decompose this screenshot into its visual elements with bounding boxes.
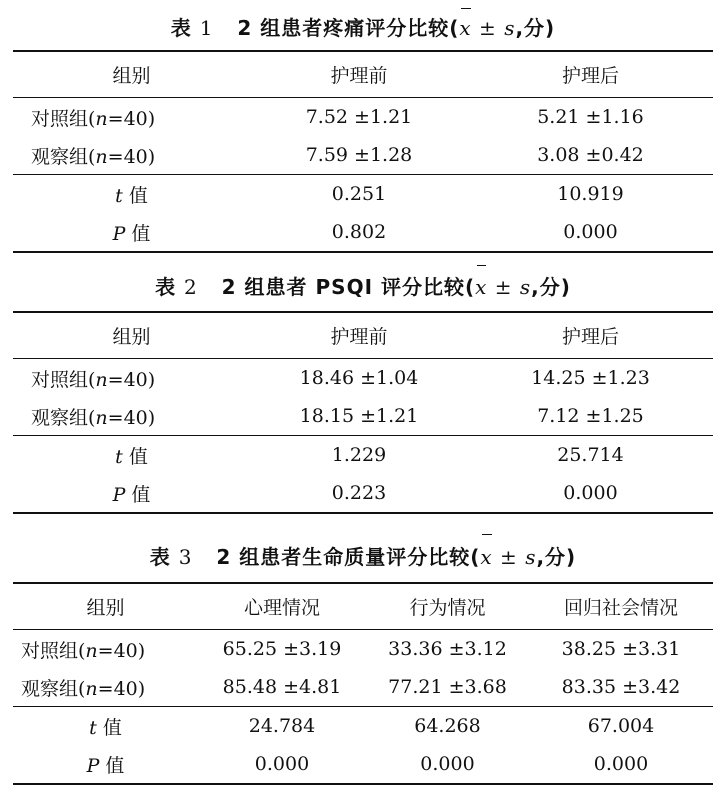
table-caption: 2 组患者 PSQI 评分比较( (221, 275, 476, 299)
plus-minus-symbol: ± (492, 545, 526, 569)
table-cell: 1.229 (250, 436, 468, 475)
column-header: 行为情况 (366, 583, 529, 630)
table-row (13, 98, 713, 137)
row-label: t 值 (13, 436, 250, 475)
mean-symbol: x (459, 6, 471, 50)
table-cell: 38.25 ±3.31 (561, 638, 681, 660)
table-unit: ,分) (536, 545, 577, 569)
table-header-row (13, 583, 713, 630)
table-header-row (13, 312, 713, 359)
table-label: 表 (155, 275, 177, 299)
table-2 (13, 311, 713, 514)
table-row (13, 359, 713, 398)
table-3-block (13, 532, 713, 785)
table-cell: 14.25 ±1.23 (531, 367, 650, 389)
table-3-title (13, 532, 713, 582)
table-cell: 85.48 ±4.81 (222, 676, 342, 698)
table-2-title (13, 263, 713, 311)
table-cell: 0.223 (250, 474, 468, 513)
plus-minus-symbol: ± (487, 275, 520, 299)
table-cell: 10.919 (468, 175, 713, 214)
table-cell: 7.12 ±1.25 (537, 405, 644, 427)
table-caption: 2 组患者疼痛评分比较( (237, 16, 460, 40)
table-1 (13, 50, 713, 253)
column-header: 护理后 (468, 312, 713, 359)
table-cell: 0.000 (366, 745, 529, 784)
table-unit: ,分) (531, 275, 571, 299)
table-row (13, 436, 713, 475)
table-cell: 25.714 (468, 436, 713, 475)
table-label: 表 (170, 16, 192, 40)
table-cell: 65.25 ±3.19 (222, 638, 342, 660)
mean-symbol: x (480, 532, 492, 582)
table-row (13, 213, 713, 252)
column-header: 组别 (13, 51, 250, 98)
table-number: 2 (184, 275, 198, 299)
table-row (13, 474, 713, 513)
table-cell: 3.08 ±0.42 (537, 144, 644, 166)
sd-symbol: s (525, 545, 537, 569)
table-cell: 7.59 ±1.28 (305, 144, 413, 166)
column-header: 心理情况 (198, 583, 366, 630)
table-row (13, 707, 713, 746)
column-header: 回归社会情况 (529, 583, 713, 630)
table-label: 表 (149, 545, 171, 569)
table-cell: 0.000 (198, 745, 366, 784)
table-header-row (13, 51, 713, 98)
row-label: P 值 (13, 213, 250, 252)
column-header: 组别 (13, 312, 250, 359)
table-unit: ,分) (515, 16, 556, 40)
row-label: P 值 (13, 474, 250, 513)
table-number: 3 (178, 545, 193, 569)
mean-symbol: x (475, 263, 487, 311)
table-1-block (13, 6, 713, 253)
table-caption: 2 组患者生命质量评分比较( (216, 545, 481, 569)
table-cell: 0.251 (250, 175, 468, 214)
row-label: 对照组(n=40) (21, 639, 146, 662)
row-label: 对照组(n=40) (31, 368, 156, 391)
row-label: t 值 (13, 707, 198, 746)
row-label: 对照组(n=40) (31, 107, 156, 130)
table-cell: 7.52 ±1.21 (305, 106, 413, 128)
row-label: P 值 (13, 745, 198, 784)
column-header: 护理前 (250, 312, 468, 359)
table-row (13, 745, 713, 784)
table-cell: 83.35 ±3.42 (561, 676, 681, 698)
row-label: t 值 (13, 175, 250, 214)
sd-symbol: s (504, 16, 516, 40)
table-row (13, 668, 713, 707)
row-label: 观察组(n=40) (31, 406, 156, 429)
table-cell: 0.000 (529, 745, 713, 784)
table-row (13, 397, 713, 436)
table-cell: 33.36 ±3.12 (388, 638, 507, 660)
table-cell: 5.21 ±1.16 (537, 106, 644, 128)
table-cell: 18.15 ±1.21 (299, 405, 419, 427)
table-cell: 77.21 ±3.68 (388, 676, 507, 698)
table-cell: 67.004 (529, 707, 713, 746)
column-header: 组别 (13, 583, 198, 630)
table-1-title (13, 6, 713, 50)
sd-symbol: s (519, 275, 532, 299)
table-3 (13, 582, 713, 785)
table-cell: 24.784 (198, 707, 366, 746)
plus-minus-symbol: ± (471, 16, 505, 40)
table-row (13, 136, 713, 175)
row-label: 观察组(n=40) (31, 145, 156, 168)
table-cell: 18.46 ±1.04 (299, 367, 419, 389)
row-label: 观察组(n=40) (21, 677, 146, 700)
table-2-block (13, 263, 713, 514)
table-row (13, 175, 713, 214)
table-cell: 0.802 (250, 213, 468, 252)
table-cell: 0.000 (468, 213, 713, 252)
table-row (13, 630, 713, 669)
table-cell: 0.000 (468, 474, 713, 513)
table-cell: 64.268 (366, 707, 529, 746)
column-header: 护理后 (468, 51, 713, 98)
table-number: 1 (199, 16, 214, 40)
column-header: 护理前 (250, 51, 468, 98)
